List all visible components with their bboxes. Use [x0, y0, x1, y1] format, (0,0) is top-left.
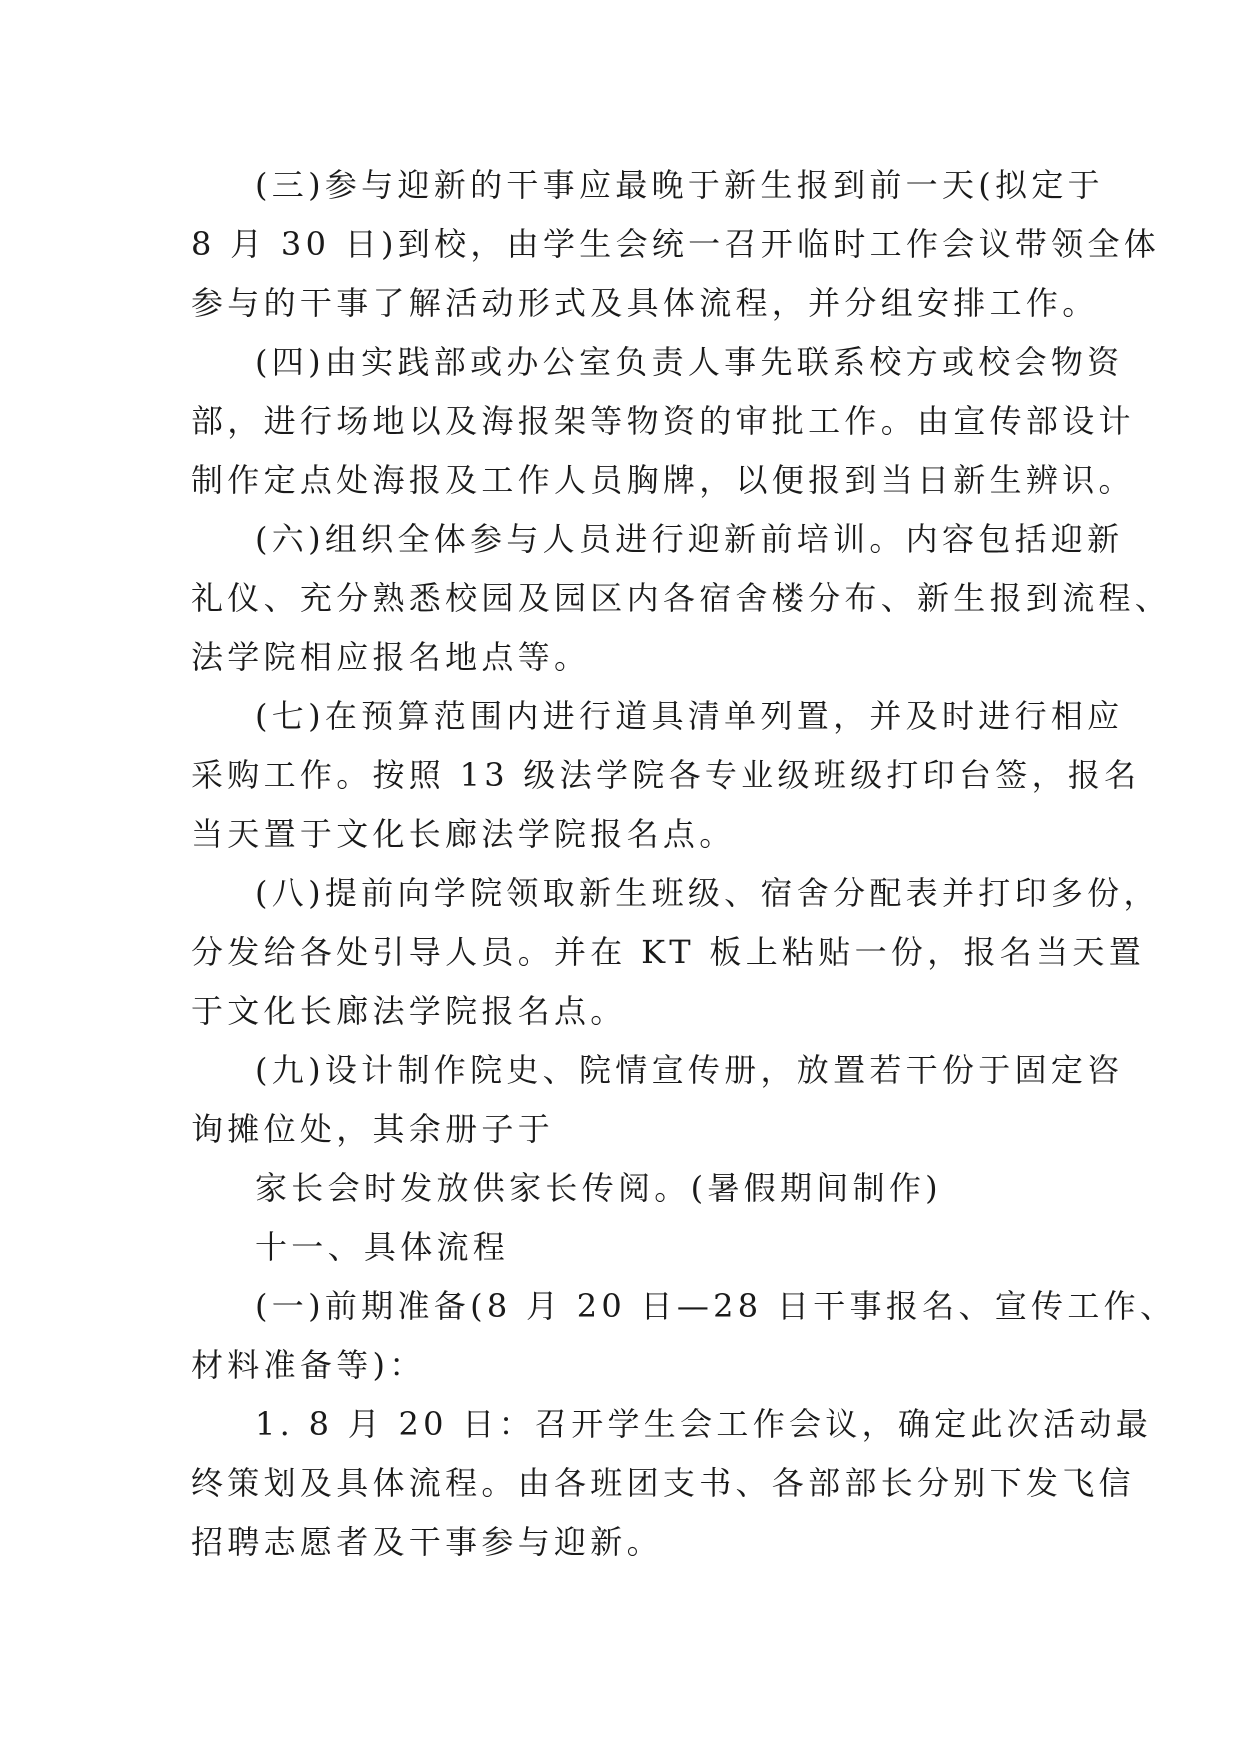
- paragraph-7-line-2: 采购工作。按照 13 级法学院各专业级班级打印台签，报名: [191, 756, 1141, 794]
- paragraph-7-line-3: 当天置于文化长廊法学院报名点。: [191, 815, 736, 853]
- item-1-line-2: 终策划及具体流程。由各班团支书、各部部长分别下发飞信: [191, 1464, 1135, 1502]
- paragraph-4-line-3: 制作定点处海报及工作人员胸牌，以便报到当日新生辨识。: [191, 461, 1135, 499]
- paragraph-9-line-3: 家长会时发放供家长传阅。(暑假期间制作): [255, 1169, 942, 1207]
- paragraph-3-line-3: 参与的干事了解活动形式及具体流程，并分组安排工作。: [191, 284, 1099, 322]
- paragraph-6-line-3: 法学院相应报名地点等。: [191, 638, 591, 676]
- subsection-1-line-2: 材料准备等)：: [191, 1346, 426, 1384]
- paragraph-9-line-2: 询摊位处，其余册子于: [191, 1110, 555, 1148]
- subsection-1-line-1: (一)前期准备(8 月 20 日—28 日干事报名、宣传工作、: [255, 1287, 1177, 1325]
- section-heading: 十一、具体流程: [255, 1228, 510, 1266]
- paragraph-3-line-2: 8 月 30 日)到校，由学生会统一召开临时工作会议带领全体: [191, 225, 1161, 263]
- paragraph-3-line-1: (三)参与迎新的干事应最晚于新生报到前一天(拟定于: [255, 166, 1104, 204]
- paragraph-8-line-1: (八)提前向学院领取新生班级、宿舍分配表并打印多份，: [255, 874, 1160, 912]
- item-1-line-3: 招聘志愿者及干事参与迎新。: [191, 1523, 663, 1561]
- item-1-line-1: 1. 8 月 20 日：召开学生会工作会议，确定此次活动最: [255, 1405, 1152, 1443]
- paragraph-6-line-2: 礼仪、充分熟悉校园及园区内各宿舍楼分布、新生报到流程、: [191, 579, 1172, 617]
- paragraph-6-line-1: (六)组织全体参与人员进行迎新前培训。内容包括迎新: [255, 520, 1124, 558]
- paragraph-8-line-3: 于文化长廊法学院报名点。: [191, 992, 627, 1030]
- paragraph-7-line-1: (七)在预算范围内进行道具清单列置，并及时进行相应: [255, 697, 1124, 735]
- paragraph-4-line-2: 部，进行场地以及海报架等物资的审批工作。由宣传部设计: [191, 402, 1135, 440]
- paragraph-9-line-1: (九)设计制作院史、院情宣传册，放置若干份于固定咨: [255, 1051, 1124, 1089]
- paragraph-8-line-2: 分发给各处引导人员。并在 KT 板上粘贴一份，报名当天置: [191, 933, 1145, 971]
- paragraph-4-line-1: (四)由实践部或办公室负责人事先联系校方或校会物资: [255, 343, 1124, 381]
